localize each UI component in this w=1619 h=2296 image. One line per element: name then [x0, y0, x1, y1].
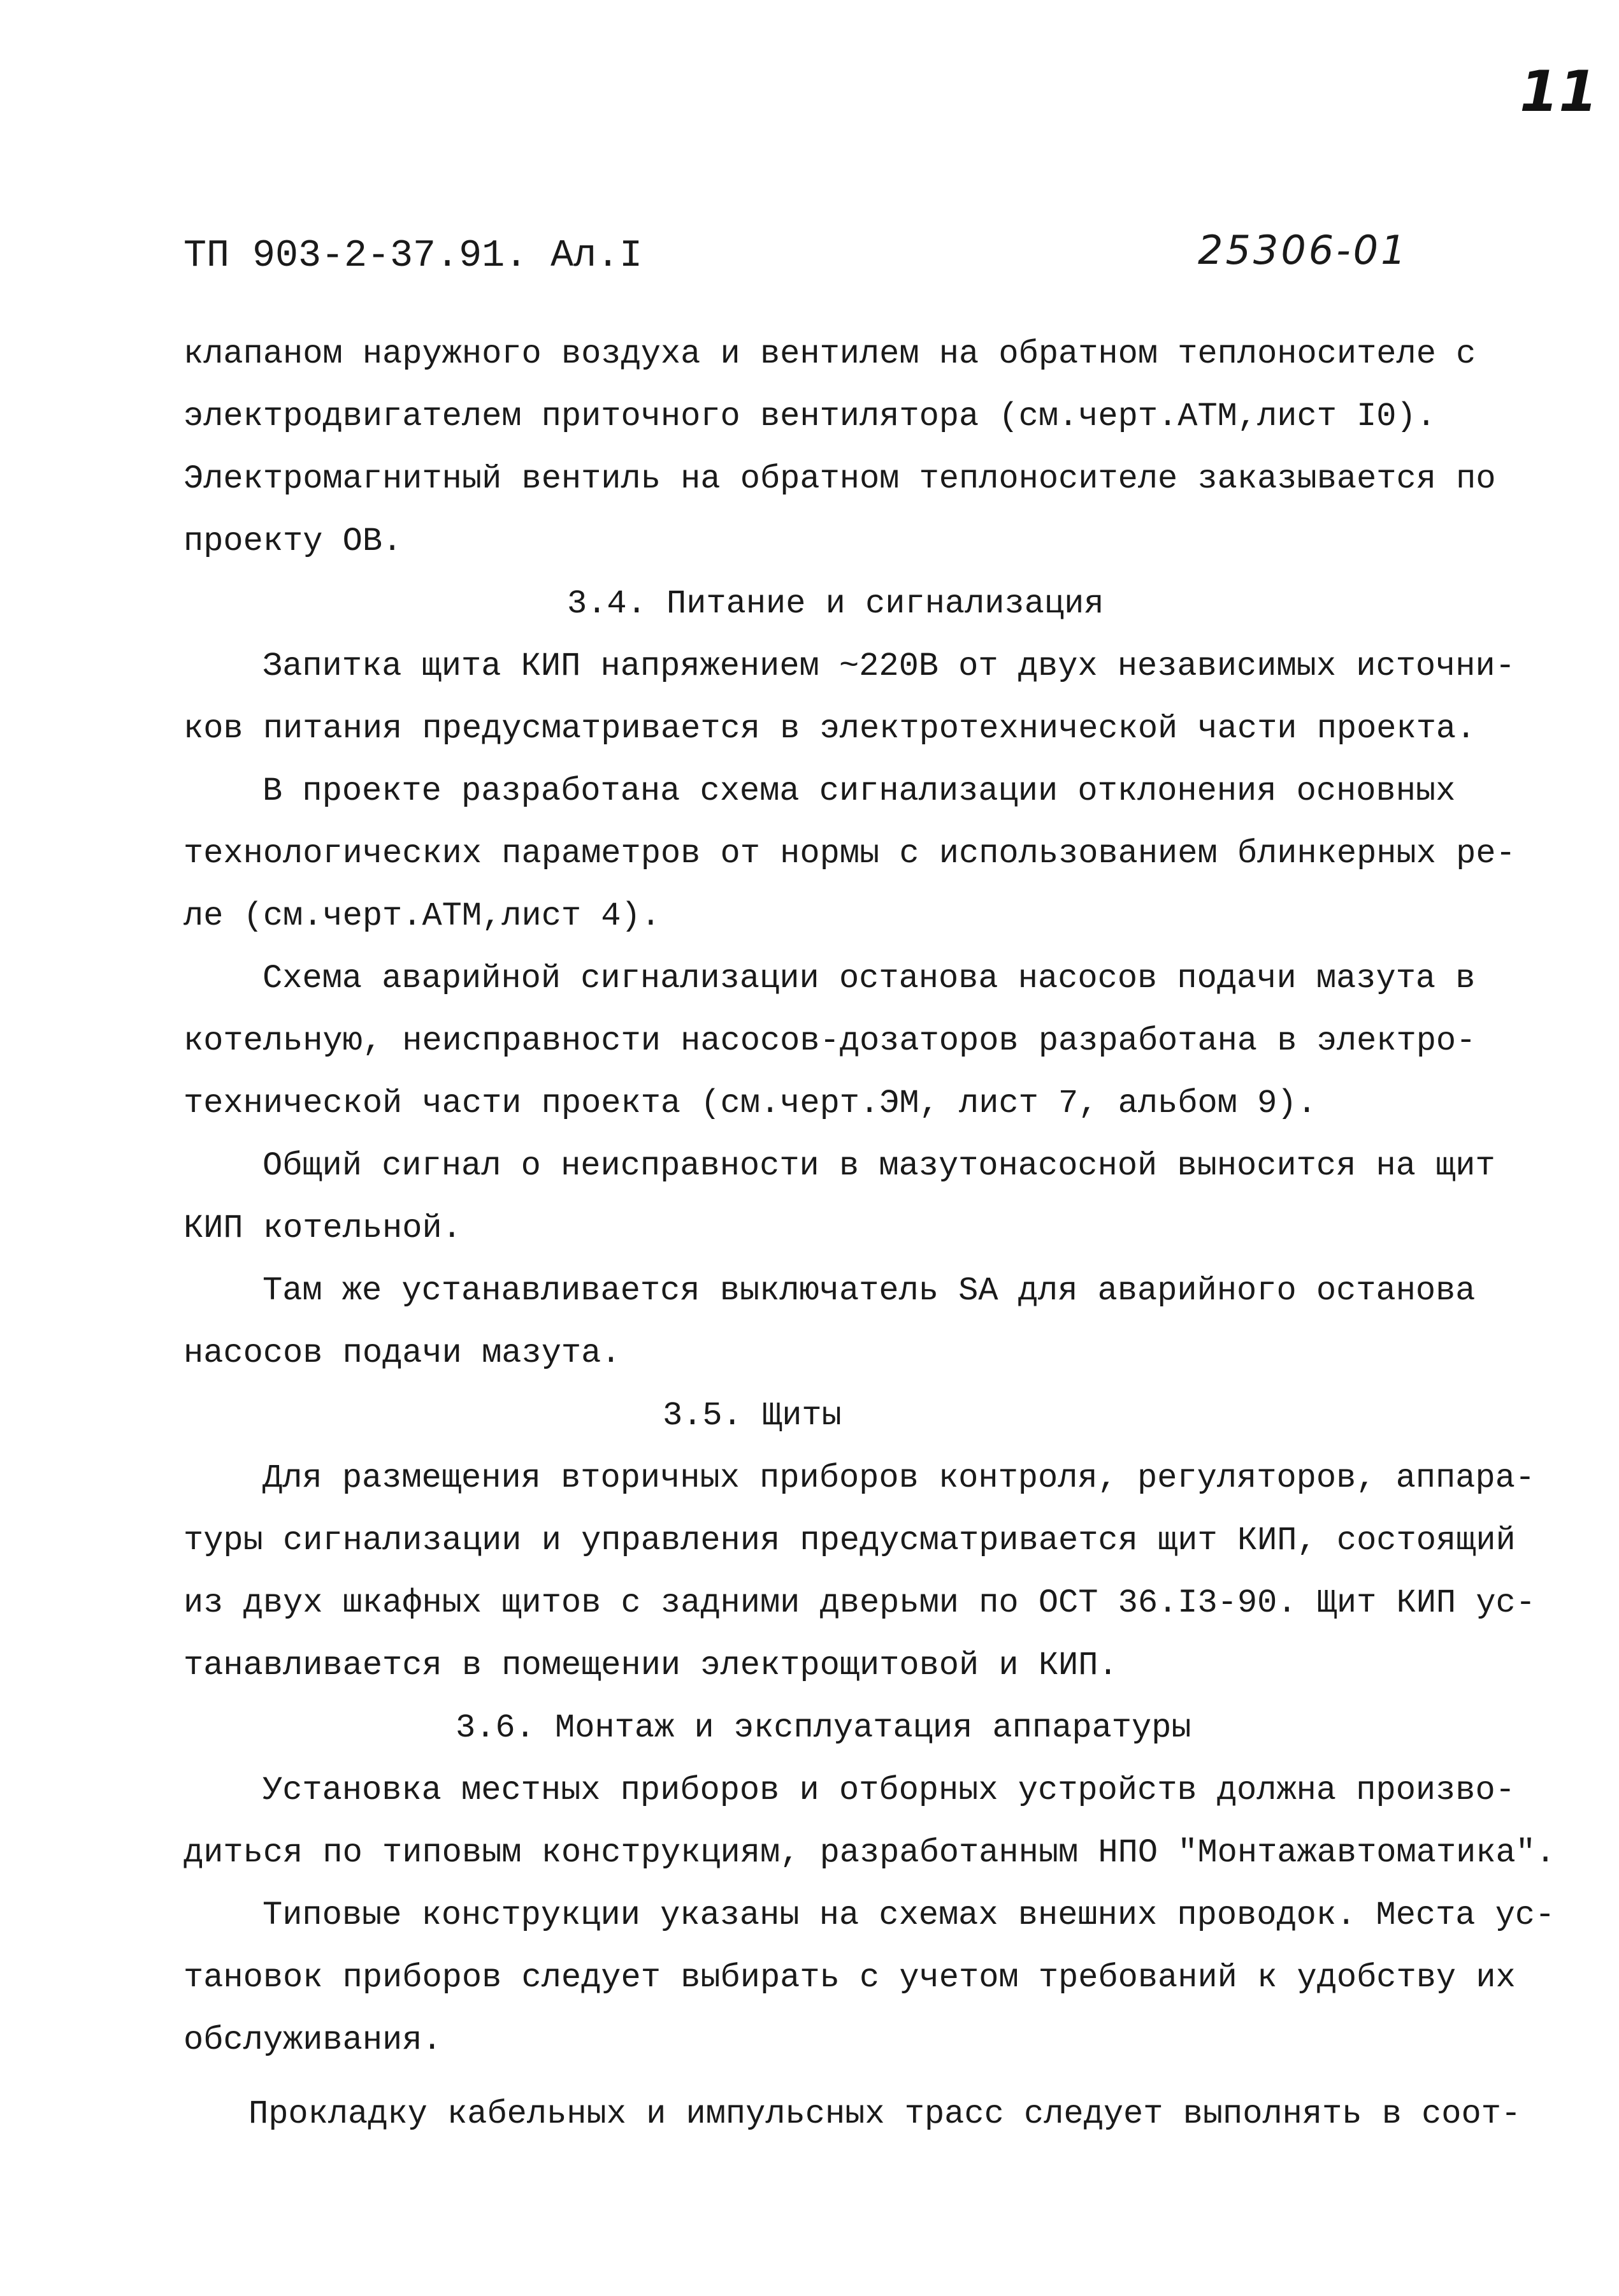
text-line: ле (см.черт.АТМ,лист 4). [183, 897, 661, 935]
text-line: клапаном наружного воздуха и вентилем на обратном теплоносителе с [183, 335, 1476, 373]
text-line: КИП котельной. [183, 1209, 462, 1247]
text-line: из двух шкафных щитов с задними дверьми по ОСТ 36.I3-90. Щит КИП ус- [183, 1584, 1536, 1622]
text-line: Для размещения вторичных приборов контроля, регуляторов, аппара- [263, 1459, 1536, 1497]
section-heading: 3.5. Щиты [663, 1397, 842, 1434]
text-line: проекту ОВ. [183, 523, 403, 560]
document-code: ТП 903-2-37.91. Ал.I [183, 235, 643, 278]
text-line: ков питания предусматривается в электротехнической части проекта. [183, 710, 1476, 747]
text-line: котельную, неисправности насосов-дозаторов разработана в электро- [183, 1022, 1476, 1060]
text-line: танавливается в помещении электрощитовой и КИП. [183, 1647, 1118, 1684]
text-line: Установка местных приборов и отборных устройств должна произво- [263, 1772, 1515, 1809]
section-heading: 3.6. Монтаж и эксплуатация аппаратуры [456, 1709, 1191, 1747]
text-line: диться по типовым конструкциям, разработанным НПО "Монтажавтоматика". [183, 1834, 1556, 1872]
text-line: В проекте разработана схема сигнализации отклонения основных [263, 772, 1456, 810]
text-line: Запитка щита КИП напряжением ~220В от двух независимых источни- [263, 647, 1515, 685]
text-line: Общий сигнал о неисправности в мазутонасосной выносится на щит [263, 1147, 1495, 1185]
text-line: Прокладку кабельных и импульсных трасс следует выполнять в соот- [248, 2095, 1522, 2133]
text-line: Схема аварийной сигнализации останова насосов подачи мазута в [263, 960, 1476, 997]
text-line: Электромагнитный вентиль на обратном теплоносителе заказывается по [183, 460, 1496, 498]
text-line: Типовые конструкции указаны на схемах внешних проводок. Места ус- [263, 1896, 1555, 1934]
text-line: электродвигателем приточного вентилятора (см.черт.АТМ,лист I0). [183, 398, 1436, 435]
text-line: насосов подачи мазута. [183, 1334, 621, 1372]
text-line: технической части проекта (см.черт.ЭМ, лист 7, альбом 9). [183, 1085, 1317, 1122]
text-line: технологических параметров от нормы с использованием блинкерных ре- [183, 835, 1516, 872]
page-number: 11 [1520, 59, 1598, 124]
text-line: туры сигнализации и управления предусматривается щит КИП, состоящий [183, 1522, 1516, 1559]
text-line: тановок приборов следует выбирать с учетом требований к удобству их [183, 1959, 1516, 1996]
section-heading: 3.4. Питание и сигнализация [567, 585, 1104, 623]
inventory-number: 25306-01 [1198, 227, 1409, 273]
text-line: обслуживания. [183, 2021, 442, 2059]
text-line: Там же устанавливается выключатель SA для аварийного останова [263, 1272, 1476, 1310]
